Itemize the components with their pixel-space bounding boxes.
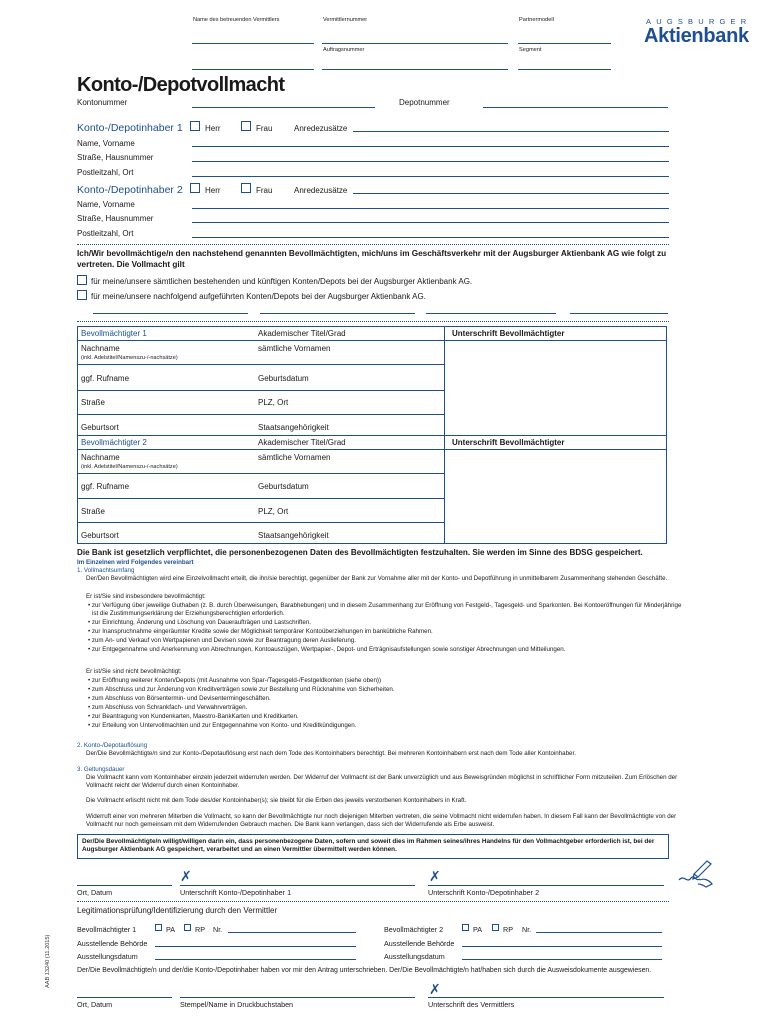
divider — [77, 244, 669, 245]
legit-bev1-behoerde-field[interactable] — [155, 946, 356, 947]
pen-icon — [676, 858, 714, 893]
ort-datum-field[interactable] — [77, 885, 172, 886]
bev2-row-line — [77, 449, 444, 450]
bev2-row-line[interactable] — [77, 522, 444, 523]
legit-bev1-rp-checkbox[interactable] — [184, 924, 191, 931]
bev1-plz-label: PLZ, Ort — [258, 398, 289, 407]
legit-bev2-behoerde-field[interactable] — [462, 946, 662, 947]
divider — [77, 321, 669, 322]
inhaber2-herr-label: Herr — [205, 186, 221, 195]
bev2-plz-label: PLZ, Ort — [258, 507, 289, 516]
inhaber1-anrede-field[interactable] — [353, 131, 669, 132]
bev1-heading: Bevollmächtigter 1 — [81, 329, 147, 338]
auftragsnummer-field[interactable] — [322, 69, 508, 70]
segment-label: Segment — [519, 47, 542, 53]
legit-bev2-label: Bevollmächtigter 2 — [384, 925, 444, 934]
kontonummer-label: Kontonummer — [77, 98, 128, 107]
inhaber2-plz-field[interactable] — [192, 237, 669, 238]
inhaber1-signature-label: Unterschrift Konto-/Depotinhaber 1 — [180, 888, 292, 897]
vermittlernummer-label: Vermittlernummer — [323, 17, 368, 23]
bev1-titel-label: Akademischer Titel/Grad — [258, 329, 346, 338]
inhaber1-name-field[interactable] — [192, 146, 669, 147]
account-field-1[interactable] — [93, 313, 248, 314]
inhaber1-frau-label: Frau — [256, 124, 273, 133]
bev2-signature-field[interactable] — [444, 449, 667, 450]
legit-confirmation: Der/Die Bevollmächtigte/n und der/die Konto-/Depotinhaber haben vor mir den Antrag unterschrieben. Der/Die Bevollmächtigte/n hat/haben sich durch die Ausweisdokumente ausgewiesen. — [77, 967, 652, 974]
vermittler-signature-field[interactable] — [428, 997, 664, 998]
sign-here-icon: ✗ — [180, 869, 192, 885]
section3-p2: Die Vollmacht erlischt nicht mit dem Tode des/der Kontoinhaber(s); sie bleibt für die Erben des jeweils verstorbenen Kontoinhabers in Kraft. — [86, 797, 467, 804]
bev1-nachname-label: Nachname — [81, 344, 120, 353]
bev1-vornamen-label: sämtliche Vornamen — [258, 344, 331, 353]
inhaber2-signature-field[interactable] — [428, 885, 664, 886]
stempel-field[interactable] — [180, 997, 415, 998]
section2-text: Der/Die Bevollmächtigte/n sind zur Konto-/Depotauflösung erst nach dem Tode des Kontoinhabers berechtigt. Bei mehreren Kontoinhabern erst nach dem Tode aller Kontoinhaber. — [86, 750, 576, 757]
legit-heading: Legitimationsprüfung/Identifizierung durch den Vermittler — [77, 906, 278, 915]
section3-title: 3. Geltungsdauer — [77, 766, 125, 773]
kontonummer-field[interactable] — [192, 107, 375, 108]
bev2-staat-label: Staatsangehörigkeit — [258, 531, 329, 540]
stempel-label: Stempel/Name in Druckbuchstaben — [180, 1000, 294, 1009]
bev2-nachname-label: Nachname — [81, 453, 120, 462]
inhaber1-strasse-field[interactable] — [192, 161, 669, 162]
logo-bottom: Aktienbank — [644, 25, 749, 47]
list-item: • zum Abschluss und zur Änderung von Kreditverträgen sowie zur Bestellung und Rücknahme von Sicherheiten. — [88, 685, 395, 693]
vermittler-name-label: Name des betreuenden Vermittlers — [193, 17, 280, 23]
inhaber2-herr-checkbox[interactable] — [190, 183, 200, 193]
list-item: • zur Inanspruchnahme eingeräumter Kredite sowie der Möglichkeit temporärer Kontoüberziehungen im bankübliche Rahmen. — [88, 627, 433, 635]
bdsg-notice: Die Bank ist gesetzlich verpflichtet, die personenbezogenen Daten des Bevollmächtigten festzuhalten. Sie werden im Sinne des BDSG gespeichert. — [77, 548, 643, 557]
partnermodell-field[interactable] — [518, 43, 611, 44]
intro-text: Ich/Wir bevollmächtige/n den nachstehend genannten Bevollmächtigten, mich/uns im Geschäftsverkehr mit der Augsburger Aktienbank AG wie folgt zu vertreten. Die Vollmacht gilt — [77, 249, 667, 269]
header-blank-field[interactable] — [192, 69, 314, 70]
section1-allowed-list — [88, 602, 686, 655]
inhaber2-strasse-field[interactable] — [192, 222, 669, 223]
account-field-2[interactable] — [260, 313, 415, 314]
vermittler-ort-datum-field[interactable] — [77, 997, 172, 998]
partnermodell-label: Partnermodell — [519, 17, 554, 23]
segment-field[interactable] — [518, 69, 611, 70]
bev2-geburtsort-label: Geburtsort — [81, 531, 119, 540]
bev-separator — [77, 435, 667, 436]
bev1-geburtsdatum-label: Geburtsdatum — [258, 374, 309, 383]
bev1-row-line[interactable] — [77, 364, 444, 365]
bev1-staat-label: Staatsangehörigkeit — [258, 423, 329, 432]
option-listed-accounts-label: für meine/unsere nachfolgend aufgeführten Konten/Depots bei der Augsburger Aktienbank AG. — [91, 292, 426, 301]
legit-bev1-pa-label: PA — [166, 925, 176, 934]
section1-title: 1. Vollmachtsumfang — [77, 567, 135, 574]
section1-not-allowed-list — [88, 677, 686, 731]
inhaber2-strasse-label: Straße, Hausnummer — [77, 214, 154, 223]
legit-bev1-datum-label: Ausstellungsdatum — [77, 952, 138, 961]
form-code: AAB 13240 (11.2015) — [45, 934, 51, 988]
bev1-row-line[interactable] — [77, 390, 444, 391]
section1-p1: Der/Den Bevollmächtigten wird eine Einzelvollmacht erteilt, die ihn/sie berechtigt, gegenüber der Bank zur Vornahme aller mit der Konto- und Depotführung in unmittelbarem Zusammenhang stehenden Geschäfte. — [86, 575, 668, 582]
ort-datum-label: Ort, Datum — [77, 888, 113, 897]
legit-bev1-datum-field[interactable] — [155, 959, 356, 960]
bev1-row-line[interactable] — [77, 414, 444, 415]
legit-bev2-rp-label: RP — [503, 925, 513, 934]
inhaber2-frau-label: Frau — [256, 186, 273, 195]
inhaber2-anrede-field[interactable] — [353, 193, 669, 194]
bev1-nachname-hint: (inkl. Adelstitel/Namenszu-/-nachsätze) — [81, 355, 178, 361]
list-item: • zur Verfügung über jeweilige Guthaben (z. B. durch Überweisungen, Barabhebungen) und in diesem Zusammenhang zur Eröffnung von Festgeld-, Tagesgeld- und Sparkonten. Bei Kontoeröffnungen für Minderjährige ist die Zustimmungserklärung der Erziehungsberechtigten erforderlich. — [88, 602, 682, 617]
legit-bev1-behoerde-label: Ausstellende Behörde — [77, 939, 148, 948]
legit-bev1-nr-label: Nr. — [213, 925, 223, 934]
depotnummer-field[interactable] — [483, 107, 668, 108]
inhaber2-signature-label: Unterschrift Konto-/Depotinhaber 2 — [428, 888, 540, 897]
depotnummer-label: Depotnummer — [399, 98, 450, 107]
vermittler-signature-label: Unterschrift des Vermittlers — [428, 1000, 515, 1009]
inhaber1-signature-field[interactable] — [180, 885, 415, 886]
inhaber2-name-label: Name, Vorname — [77, 200, 135, 209]
section1-p2: Er ist/Sie sind insbesondere bevollmächtigt: — [86, 593, 206, 600]
legit-bev1-pa-checkbox[interactable] — [155, 924, 162, 931]
bev1-geburtsort-label: Geburtsort — [81, 423, 119, 432]
bev2-row-line[interactable] — [77, 473, 444, 474]
vermittler-name-field[interactable] — [192, 43, 314, 44]
list-item: • zur Entgegennahme und Anerkennung von Abrechnungen, Kontoauszügen, Wertpapier-, Depot- und Erträgnisaufstellungen sowie sonstiger Abrechnungen und Mitteilungen. — [88, 645, 566, 653]
bev1-signature-label: Unterschrift Bevollmächtigter — [452, 329, 565, 338]
legit-bev2-pa-label: PA — [473, 925, 483, 934]
section2-title: 2. Konto-/Depotauflösung — [77, 742, 148, 749]
inhaber2-heading: Konto-/Depotinhaber 2 — [77, 184, 183, 196]
inhaber1-name-label: Name, Vorname — [77, 139, 135, 148]
bev2-titel-label: Akademischer Titel/Grad — [258, 438, 346, 447]
list-item: • zur Beantragung von Kundenkarten, Maestro-BankKarten und Kreditkarten. — [88, 712, 299, 720]
list-item: • zur Erteilung von Untervollmachten und zur Entgegennahme von Konto- und Kreditkündigungen. — [88, 721, 357, 729]
section1-p3: Er ist/Sie sind nicht bevollmächtigt: — [86, 668, 182, 675]
legit-bev1-label: Bevollmächtigter 1 — [77, 925, 137, 934]
page-title: Konto-/Depotvollmacht — [77, 74, 285, 96]
inhaber1-herr-label: Herr — [205, 124, 221, 133]
inhaber1-heading: Konto-/Depotinhaber 1 — [77, 122, 183, 134]
option-all-accounts-label: für meine/unsere sämtlichen bestehenden und künftigen Konten/Depots bei der Augsburger Aktienbank AG. — [91, 277, 473, 286]
bev2-nachname-hint: (inkl. Adelstitel/Namenszu-/-nachsätze) — [81, 464, 178, 470]
bev1-strasse-label: Straße — [81, 398, 106, 407]
consent-text: Der/Die Bevollmächtigte/n willigt/willigen darin ein, dass personenbezogene Daten, sofern und soweit dies im Rahmen seines/ihres Handelns für den Vollmachtgeber erforderlich ist, bei der Augsburger Aktienbank AG gespeichert, verarbeitet und an einen Vermittler übermittelt werden können. — [82, 838, 655, 853]
sign-here-icon: ✗ — [429, 869, 441, 885]
inhaber2-frau-checkbox[interactable] — [241, 183, 251, 193]
inhaber1-frau-checkbox[interactable] — [241, 121, 251, 131]
bev2-strasse-label: Straße — [81, 507, 106, 516]
vermittler-ort-datum-label: Ort, Datum — [77, 1000, 113, 1009]
bev1-signature-field[interactable] — [444, 340, 667, 341]
legit-bev1-nr-field[interactable] — [228, 932, 356, 933]
section3-p1: Die Vollmacht kann vom Kontoinhaber einzeln jederzeit widerrufen werden. Der Widerruf der Vollmacht ist der Bank unverzüglich und aus Beweisgründen möglichst in schriftlicher Form mitzuteilen. Zum Erlöschen der Vollmacht reicht der Widerruf durch einen Kontoinhaber. — [86, 774, 678, 789]
bev2-heading: Bevollmächtigter 2 — [81, 438, 147, 447]
inhaber2-name-field[interactable] — [192, 208, 669, 209]
list-item: • zum An- und Verkauf von Wertpapieren und Devisen sowie zur Beantragung deren Auslieferung. — [88, 636, 356, 644]
inhaber1-plz-label: Postleitzahl, Ort — [77, 168, 134, 177]
bev2-row-line[interactable] — [77, 498, 444, 499]
bev2-vornamen-label: sämtliche Vornamen — [258, 453, 331, 462]
section3-p3: Widerruft einer von mehreren Miterben die Vollmacht, so kann der Bevollmächtigte nur noch diejenigen Miterben vertreten, die seine Vollmacht nicht widerrufen haben. In diesem Fall kann der Bevollmächtigte von der Vollmacht nur noch gemeinsam mit dem Widerrufenden Gebrauch machen. Die Bank kann verlangen, dass sich der Widerrufende als Erbe ausweist. — [86, 813, 677, 828]
legit-bev2-nr-label: Nr. — [522, 925, 532, 934]
bev1-rufname-label: ggf. Rufname — [81, 374, 130, 383]
option-all-accounts-checkbox[interactable] — [77, 275, 87, 285]
account-field-4[interactable] — [570, 313, 668, 314]
sign-here-icon: ✗ — [429, 982, 441, 998]
list-item: • zum Abschluss von Schrankfach- und Verwahrverträgen. — [88, 703, 248, 711]
logo-top: AUGSBURGER — [646, 17, 752, 26]
bev1-row-line — [77, 340, 444, 341]
bev2-geburtsdatum-label: Geburtsdatum — [258, 482, 309, 491]
list-item: • zum Abschluss von Börsentermin- und Devisentermingeschäften. — [88, 694, 271, 702]
inhaber2-plz-label: Postleitzahl, Ort — [77, 229, 134, 238]
inhaber1-anrede-label: Anredezusätze — [294, 124, 348, 133]
bev2-signature-label: Unterschrift Bevollmächtigter — [452, 438, 565, 447]
option-listed-accounts-checkbox[interactable] — [77, 290, 87, 300]
legit-bev1-rp-label: RP — [195, 925, 205, 934]
inhaber2-anrede-label: Anredezusätze — [294, 186, 348, 195]
account-field-3[interactable] — [426, 313, 556, 314]
details-heading: Im Einzelnen wird Folgendes vereinbart — [77, 559, 194, 566]
legit-bev2-nr-field[interactable] — [536, 932, 662, 933]
legit-bev2-datum-field[interactable] — [462, 959, 662, 960]
legit-bev2-datum-label: Ausstellungsdatum — [384, 952, 445, 961]
divider — [77, 901, 669, 902]
inhaber1-plz-field[interactable] — [192, 176, 669, 177]
legit-bev2-pa-checkbox[interactable] — [462, 924, 469, 931]
list-item: • zur Einrichtung, Änderung und Löschung von Daueraufträgen und Lastschriften. — [88, 618, 311, 626]
legit-bev2-rp-checkbox[interactable] — [492, 924, 499, 931]
inhaber1-strasse-label: Straße, Hausnummer — [77, 153, 154, 162]
legit-bev2-behoerde-label: Ausstellende Behörde — [384, 939, 455, 948]
auftragsnummer-label: Auftragsnummer — [323, 47, 365, 53]
inhaber1-herr-checkbox[interactable] — [190, 121, 200, 131]
list-item: • zur Eröffnung weiterer Konten/Depots (mit Ausnahme von Spar-/Tagesgeld-/Festgeldkonten (siehe oben)) — [88, 677, 382, 684]
vermittlernummer-field[interactable] — [322, 43, 508, 44]
bev2-rufname-label: ggf. Rufname — [81, 482, 130, 491]
